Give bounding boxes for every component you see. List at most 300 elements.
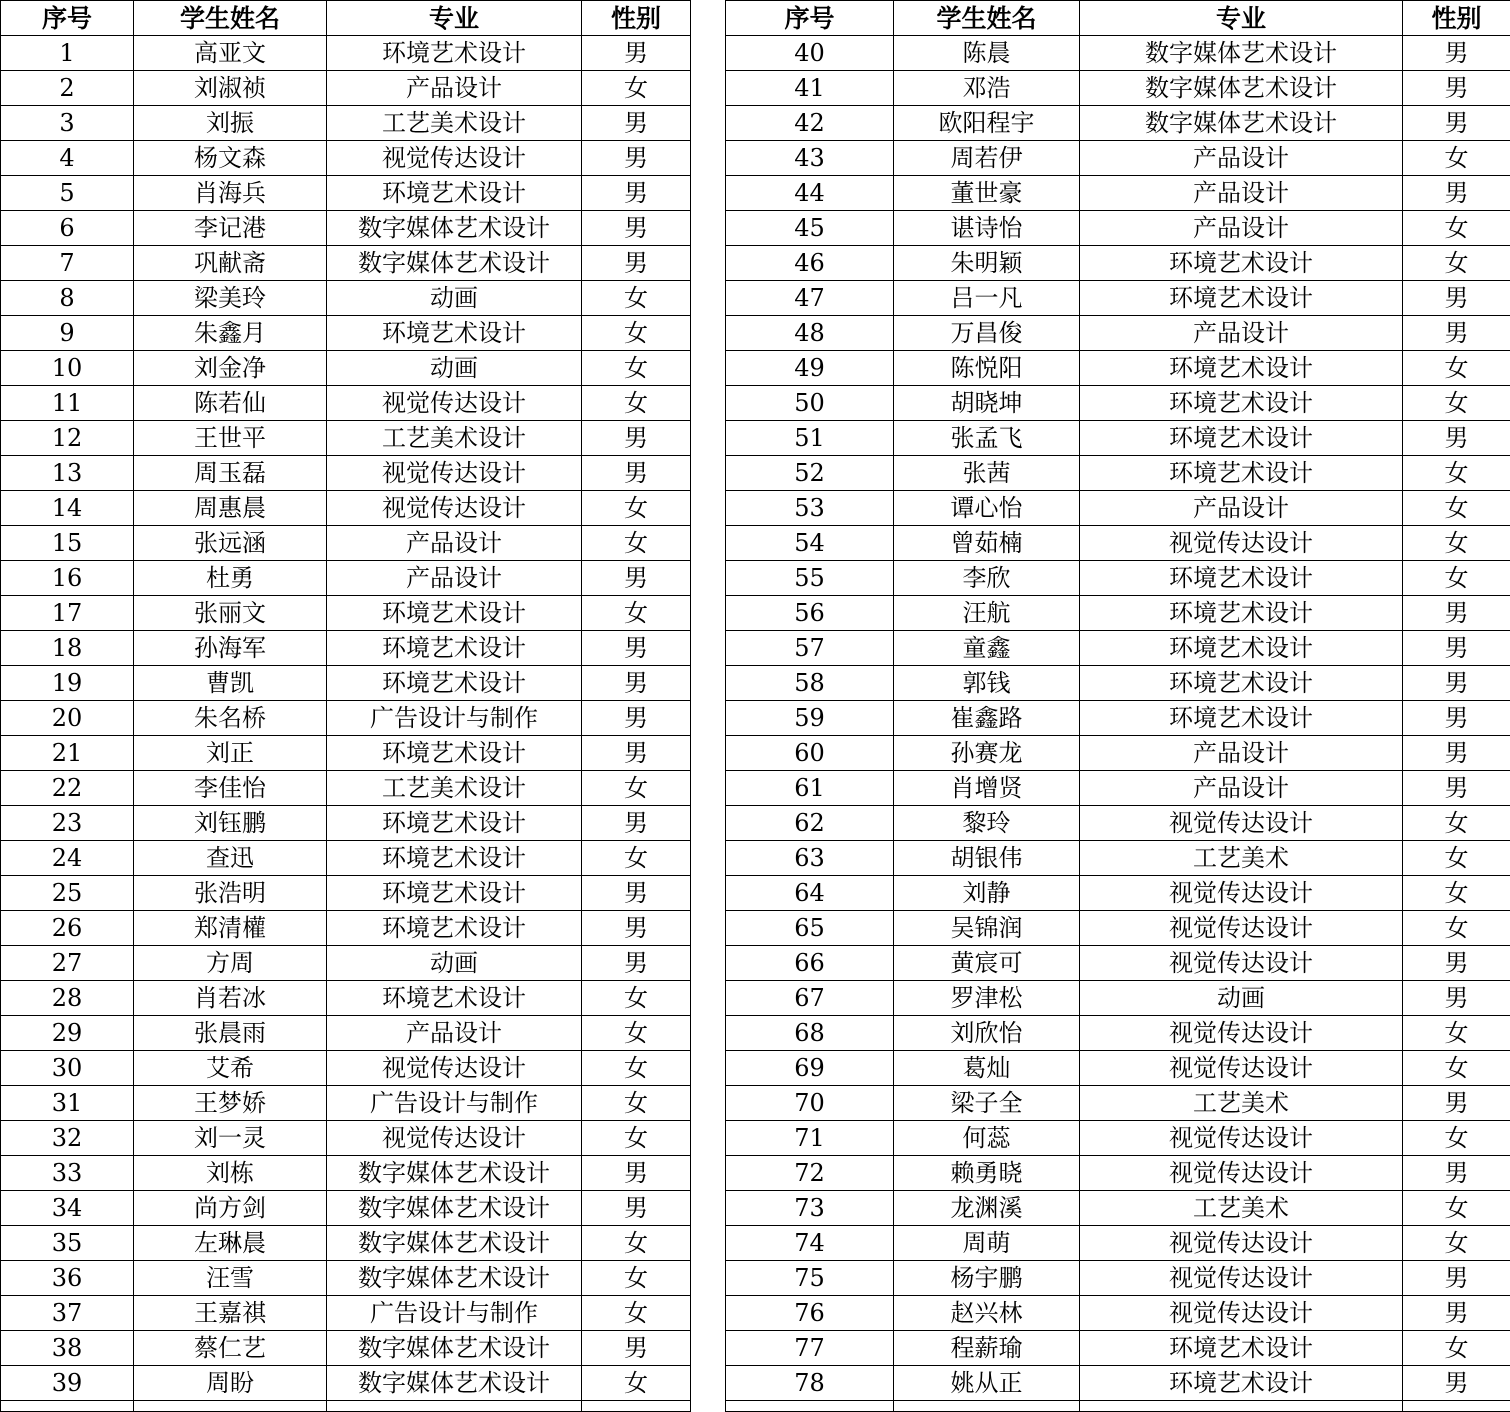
cell-major: 环境艺术设计 — [1080, 1331, 1403, 1366]
cell-gender: 女 — [1403, 1226, 1510, 1261]
cell-gender: 男 — [582, 876, 691, 911]
cell-empty — [1403, 1401, 1510, 1412]
cell-major: 环境艺术设计 — [327, 736, 582, 771]
cell-index: 41 — [726, 71, 894, 106]
cell-gender: 女 — [1403, 351, 1510, 386]
cell-index: 52 — [726, 456, 894, 491]
cell-index: 26 — [1, 911, 134, 946]
table-body-right — [726, 36, 1510, 1412]
cell-student-name: 杜勇 — [134, 561, 327, 596]
cell-index: 61 — [726, 771, 894, 806]
cell-major: 视觉传达设计 — [1080, 1121, 1403, 1156]
table-row — [1, 281, 691, 316]
table-row — [726, 981, 1510, 1016]
cell-major: 数字媒体艺术设计 — [327, 1261, 582, 1296]
cell-student-name: 周玉磊 — [134, 456, 327, 491]
cell-major: 视觉传达设计 — [1080, 946, 1403, 981]
cell-gender: 女 — [582, 1121, 691, 1156]
cell-gender: 女 — [1403, 911, 1510, 946]
cell-major: 视觉传达设计 — [1080, 526, 1403, 561]
cell-student-name: 邓浩 — [894, 71, 1080, 106]
cell-major: 视觉传达设计 — [1080, 1051, 1403, 1086]
cell-major: 动画 — [327, 946, 582, 981]
cell-index: 45 — [726, 211, 894, 246]
cell-student-name: 张晨雨 — [134, 1016, 327, 1051]
cell-student-name: 赵兴林 — [894, 1296, 1080, 1331]
table-row — [726, 1086, 1510, 1121]
header-gender: 性别 — [1403, 1, 1510, 36]
table-row — [726, 36, 1510, 71]
cell-major: 数字媒体艺术设计 — [1080, 106, 1403, 141]
cell-student-name: 张远涵 — [134, 526, 327, 561]
cell-student-name: 孙赛龙 — [894, 736, 1080, 771]
cell-index: 24 — [1, 841, 134, 876]
cell-major: 产品设计 — [1080, 176, 1403, 211]
cell-major: 数字媒体艺术设计 — [327, 246, 582, 281]
cell-gender: 男 — [582, 1156, 691, 1191]
cell-index: 4 — [1, 141, 134, 176]
cell-student-name: 刘栋 — [134, 1156, 327, 1191]
cell-index: 39 — [1, 1366, 134, 1401]
cell-student-name: 巩献斋 — [134, 246, 327, 281]
cell-student-name: 欧阳程宇 — [894, 106, 1080, 141]
cell-student-name: 李欣 — [894, 561, 1080, 596]
cell-index: 18 — [1, 631, 134, 666]
cell-gender: 女 — [582, 1016, 691, 1051]
cell-student-name: 周若伊 — [894, 141, 1080, 176]
table-row — [726, 1366, 1510, 1401]
cell-student-name: 董世豪 — [894, 176, 1080, 211]
header-index: 序号 — [1, 1, 134, 36]
table-row — [1, 421, 691, 456]
cell-gender: 男 — [582, 911, 691, 946]
cell-student-name: 梁美玲 — [134, 281, 327, 316]
cell-major: 产品设计 — [327, 561, 582, 596]
cell-student-name: 周萌 — [894, 1226, 1080, 1261]
cell-student-name: 刘振 — [134, 106, 327, 141]
cell-major: 视觉传达设计 — [1080, 1296, 1403, 1331]
cell-gender: 男 — [1403, 981, 1510, 1016]
cell-major: 产品设计 — [1080, 491, 1403, 526]
cell-student-name: 童鑫 — [894, 631, 1080, 666]
cell-student-name: 艾希 — [134, 1051, 327, 1086]
table-row — [726, 1051, 1510, 1086]
cell-index: 69 — [726, 1051, 894, 1086]
cell-gender: 男 — [582, 561, 691, 596]
table-row — [1, 526, 691, 561]
table-row — [1, 491, 691, 526]
cell-student-name: 王世平 — [134, 421, 327, 456]
cell-student-name: 杨文森 — [134, 141, 327, 176]
cell-student-name: 左琳晨 — [134, 1226, 327, 1261]
cell-index: 5 — [1, 176, 134, 211]
header-index: 序号 — [726, 1, 894, 36]
cell-gender: 男 — [1403, 421, 1510, 456]
table-row — [1, 36, 691, 71]
cell-index: 17 — [1, 596, 134, 631]
cell-gender: 男 — [582, 456, 691, 491]
table-body-left — [1, 36, 691, 1412]
cell-index: 21 — [1, 736, 134, 771]
cell-gender: 男 — [582, 701, 691, 736]
table-row — [726, 456, 1510, 491]
cell-major: 广告设计与制作 — [327, 1086, 582, 1121]
table-row — [726, 421, 1510, 456]
cell-gender: 女 — [582, 386, 691, 421]
cell-major: 产品设计 — [327, 71, 582, 106]
cell-index: 22 — [1, 771, 134, 806]
cell-major: 环境艺术设计 — [1080, 596, 1403, 631]
cell-gender: 男 — [582, 736, 691, 771]
cell-gender: 女 — [582, 1226, 691, 1261]
cell-index: 19 — [1, 666, 134, 701]
table-row — [726, 1121, 1510, 1156]
cell-major: 环境艺术设计 — [327, 316, 582, 351]
table-row — [726, 666, 1510, 701]
table-row — [1, 246, 691, 281]
cell-gender: 女 — [1403, 456, 1510, 491]
cell-gender: 男 — [1403, 596, 1510, 631]
cell-gender: 女 — [1403, 876, 1510, 911]
cell-student-name: 赖勇晓 — [894, 1156, 1080, 1191]
cell-student-name: 吕一凡 — [894, 281, 1080, 316]
table-row — [1, 631, 691, 666]
cell-major: 广告设计与制作 — [327, 1296, 582, 1331]
cell-gender: 女 — [1403, 561, 1510, 596]
cell-student-name: 梁子全 — [894, 1086, 1080, 1121]
cell-index: 63 — [726, 841, 894, 876]
cell-gender: 女 — [582, 1296, 691, 1331]
table-row — [726, 526, 1510, 561]
cell-gender: 女 — [582, 1051, 691, 1086]
cell-major: 环境艺术设计 — [1080, 421, 1403, 456]
cell-major: 工艺美术设计 — [327, 421, 582, 456]
cell-index: 77 — [726, 1331, 894, 1366]
cell-major: 动画 — [327, 351, 582, 386]
table-row — [1, 316, 691, 351]
cell-gender: 男 — [1403, 1086, 1510, 1121]
cell-gender: 女 — [1403, 841, 1510, 876]
cell-major: 工艺美术 — [1080, 1191, 1403, 1226]
table-row-partial — [1, 1401, 691, 1412]
cell-empty — [1080, 1401, 1403, 1412]
cell-student-name: 曹凯 — [134, 666, 327, 701]
table-row — [726, 841, 1510, 876]
table-row — [726, 1226, 1510, 1261]
table-row — [726, 1296, 1510, 1331]
table-row — [1, 1191, 691, 1226]
cell-index: 68 — [726, 1016, 894, 1051]
cell-major: 环境艺术设计 — [327, 806, 582, 841]
cell-major: 环境艺术设计 — [1080, 246, 1403, 281]
table-row — [1, 1261, 691, 1296]
student-table-left — [0, 0, 691, 1412]
cell-student-name: 刘欣怡 — [894, 1016, 1080, 1051]
cell-gender: 女 — [1403, 806, 1510, 841]
cell-major: 数字媒体艺术设计 — [327, 1366, 582, 1401]
cell-gender: 男 — [582, 176, 691, 211]
cell-gender: 女 — [582, 491, 691, 526]
cell-student-name: 刘金净 — [134, 351, 327, 386]
cell-major: 视觉传达设计 — [1080, 876, 1403, 911]
cell-gender: 男 — [1403, 701, 1510, 736]
cell-gender: 男 — [582, 631, 691, 666]
cell-gender: 女 — [582, 1366, 691, 1401]
table-row — [726, 246, 1510, 281]
cell-gender: 男 — [582, 666, 691, 701]
cell-gender: 女 — [1403, 526, 1510, 561]
cell-student-name: 蔡仁艺 — [134, 1331, 327, 1366]
cell-index: 31 — [1, 1086, 134, 1121]
cell-student-name: 葛灿 — [894, 1051, 1080, 1086]
cell-gender: 女 — [1403, 386, 1510, 421]
cell-major: 视觉传达设计 — [1080, 1261, 1403, 1296]
cell-index: 38 — [1, 1331, 134, 1366]
table-row — [1, 1121, 691, 1156]
cell-major: 数字媒体艺术设计 — [327, 1191, 582, 1226]
cell-major: 环境艺术设计 — [1080, 351, 1403, 386]
cell-index: 20 — [1, 701, 134, 736]
cell-index: 2 — [1, 71, 134, 106]
cell-index: 15 — [1, 526, 134, 561]
cell-index: 49 — [726, 351, 894, 386]
table-row — [726, 281, 1510, 316]
table-row — [1, 946, 691, 981]
cell-index: 58 — [726, 666, 894, 701]
table-row — [1, 771, 691, 806]
cell-index: 72 — [726, 1156, 894, 1191]
table-row — [726, 911, 1510, 946]
cell-student-name: 周惠晨 — [134, 491, 327, 526]
cell-index: 66 — [726, 946, 894, 981]
cell-major: 环境艺术设计 — [327, 631, 582, 666]
cell-index: 13 — [1, 456, 134, 491]
cell-index: 48 — [726, 316, 894, 351]
cell-index: 67 — [726, 981, 894, 1016]
cell-gender: 女 — [1403, 1191, 1510, 1226]
cell-student-name: 肖若冰 — [134, 981, 327, 1016]
cell-student-name: 张浩明 — [134, 876, 327, 911]
table-row — [726, 561, 1510, 596]
cell-major: 环境艺术设计 — [1080, 1366, 1403, 1401]
cell-student-name: 张孟飞 — [894, 421, 1080, 456]
cell-index: 43 — [726, 141, 894, 176]
cell-major: 产品设计 — [1080, 141, 1403, 176]
cell-index: 9 — [1, 316, 134, 351]
cell-index: 6 — [1, 211, 134, 246]
cell-index: 27 — [1, 946, 134, 981]
cell-index: 32 — [1, 1121, 134, 1156]
table-row — [1, 1331, 691, 1366]
cell-index: 57 — [726, 631, 894, 666]
cell-index: 25 — [1, 876, 134, 911]
cell-major: 环境艺术设计 — [327, 841, 582, 876]
cell-student-name: 胡银伟 — [894, 841, 1080, 876]
table-row — [1, 456, 691, 491]
cell-gender: 男 — [1403, 1261, 1510, 1296]
cell-index: 64 — [726, 876, 894, 911]
cell-student-name: 刘一灵 — [134, 1121, 327, 1156]
cell-major: 视觉传达设计 — [1080, 1016, 1403, 1051]
table-row — [726, 1016, 1510, 1051]
table-row — [1, 176, 691, 211]
cell-major: 工艺美术设计 — [327, 106, 582, 141]
cell-gender: 男 — [582, 246, 691, 281]
cell-index: 71 — [726, 1121, 894, 1156]
cell-index: 7 — [1, 246, 134, 281]
cell-index: 34 — [1, 1191, 134, 1226]
cell-index: 53 — [726, 491, 894, 526]
table-row — [726, 351, 1510, 386]
table-row — [1, 1226, 691, 1261]
cell-index: 28 — [1, 981, 134, 1016]
cell-index: 16 — [1, 561, 134, 596]
cell-major: 视觉传达设计 — [327, 491, 582, 526]
header-major: 专业 — [327, 1, 582, 36]
cell-major: 视觉传达设计 — [327, 386, 582, 421]
cell-gender: 男 — [1403, 316, 1510, 351]
cell-gender: 女 — [582, 316, 691, 351]
table-row — [1, 736, 691, 771]
cell-gender: 女 — [1403, 1016, 1510, 1051]
cell-major: 产品设计 — [327, 1016, 582, 1051]
cell-major: 数字媒体艺术设计 — [1080, 71, 1403, 106]
cell-index: 50 — [726, 386, 894, 421]
cell-empty — [582, 1401, 691, 1412]
cell-major: 环境艺术设计 — [1080, 456, 1403, 491]
cell-index: 1 — [1, 36, 134, 71]
cell-student-name: 杨宇鹏 — [894, 1261, 1080, 1296]
cell-gender: 女 — [1403, 246, 1510, 281]
cell-student-name: 曾茹楠 — [894, 526, 1080, 561]
cell-major: 视觉传达设计 — [327, 141, 582, 176]
cell-student-name: 刘正 — [134, 736, 327, 771]
cell-student-name: 朱鑫月 — [134, 316, 327, 351]
cell-student-name: 朱名桥 — [134, 701, 327, 736]
cell-gender: 女 — [1403, 1051, 1510, 1086]
table-row — [726, 106, 1510, 141]
cell-student-name: 陈晨 — [894, 36, 1080, 71]
cell-student-name: 陈若仙 — [134, 386, 327, 421]
cell-index: 33 — [1, 1156, 134, 1191]
cell-gender: 女 — [582, 1261, 691, 1296]
cell-index: 51 — [726, 421, 894, 456]
cell-student-name: 万昌俊 — [894, 316, 1080, 351]
table-row — [1, 211, 691, 246]
table-row — [726, 176, 1510, 211]
cell-gender: 男 — [1403, 631, 1510, 666]
cell-index: 40 — [726, 36, 894, 71]
cell-major: 动画 — [1080, 981, 1403, 1016]
cell-major: 环境艺术设计 — [1080, 666, 1403, 701]
cell-gender: 女 — [1403, 141, 1510, 176]
table-row — [1, 386, 691, 421]
header-major: 专业 — [1080, 1, 1403, 36]
cell-gender: 女 — [582, 526, 691, 561]
cell-major: 视觉传达设计 — [1080, 1156, 1403, 1191]
cell-student-name: 张丽文 — [134, 596, 327, 631]
cell-major: 产品设计 — [1080, 771, 1403, 806]
cell-major: 环境艺术设计 — [1080, 386, 1403, 421]
cell-index: 10 — [1, 351, 134, 386]
table-row — [726, 1261, 1510, 1296]
table-row — [726, 491, 1510, 526]
cell-major: 环境艺术设计 — [327, 666, 582, 701]
cell-major: 环境艺术设计 — [327, 176, 582, 211]
cell-student-name: 程薪瑜 — [894, 1331, 1080, 1366]
cell-student-name: 崔鑫路 — [894, 701, 1080, 736]
cell-gender: 女 — [582, 1086, 691, 1121]
cell-student-name: 汪航 — [894, 596, 1080, 631]
cell-gender: 女 — [582, 281, 691, 316]
table-row — [1, 1086, 691, 1121]
cell-empty — [726, 1401, 894, 1412]
cell-index: 75 — [726, 1261, 894, 1296]
cell-student-name: 高亚文 — [134, 36, 327, 71]
cell-major: 广告设计与制作 — [327, 701, 582, 736]
cell-gender: 女 — [582, 981, 691, 1016]
table-row — [726, 386, 1510, 421]
table-row — [1, 106, 691, 141]
cell-index: 65 — [726, 911, 894, 946]
cell-gender: 女 — [582, 771, 691, 806]
cell-student-name: 李佳怡 — [134, 771, 327, 806]
cell-gender: 男 — [1403, 71, 1510, 106]
cell-index: 29 — [1, 1016, 134, 1051]
table-row — [1, 561, 691, 596]
cell-gender: 男 — [1403, 736, 1510, 771]
cell-student-name: 肖增贤 — [894, 771, 1080, 806]
cell-index: 37 — [1, 1296, 134, 1331]
cell-major: 环境艺术设计 — [1080, 281, 1403, 316]
cell-empty — [1, 1401, 134, 1412]
table-row — [726, 876, 1510, 911]
table-row — [1, 876, 691, 911]
table-row — [1, 841, 691, 876]
table-row — [726, 771, 1510, 806]
cell-major: 工艺美术设计 — [327, 771, 582, 806]
cell-student-name: 王梦娇 — [134, 1086, 327, 1121]
cell-index: 8 — [1, 281, 134, 316]
cell-index: 60 — [726, 736, 894, 771]
cell-student-name: 尚方剑 — [134, 1191, 327, 1226]
cell-student-name: 刘静 — [894, 876, 1080, 911]
cell-gender: 男 — [582, 141, 691, 176]
cell-index: 46 — [726, 246, 894, 281]
table-row — [1, 666, 691, 701]
table-row — [1, 701, 691, 736]
cell-student-name: 谭心怡 — [894, 491, 1080, 526]
cell-student-name: 方周 — [134, 946, 327, 981]
table-row — [1, 1296, 691, 1331]
cell-gender: 男 — [1403, 1156, 1510, 1191]
cell-gender: 女 — [582, 596, 691, 631]
cell-major: 环境艺术设计 — [1080, 631, 1403, 666]
cell-gender: 男 — [1403, 176, 1510, 211]
header-student-name: 学生姓名 — [894, 1, 1080, 36]
table-row — [1, 1156, 691, 1191]
cell-major: 环境艺术设计 — [327, 36, 582, 71]
cell-major: 视觉传达设计 — [327, 1051, 582, 1086]
table-row — [1, 981, 691, 1016]
cell-major: 环境艺术设计 — [327, 981, 582, 1016]
cell-index: 54 — [726, 526, 894, 561]
header-row — [726, 1, 1510, 36]
table-row — [726, 1191, 1510, 1226]
table-row — [726, 631, 1510, 666]
cell-gender: 女 — [1403, 211, 1510, 246]
cell-gender: 女 — [582, 351, 691, 386]
